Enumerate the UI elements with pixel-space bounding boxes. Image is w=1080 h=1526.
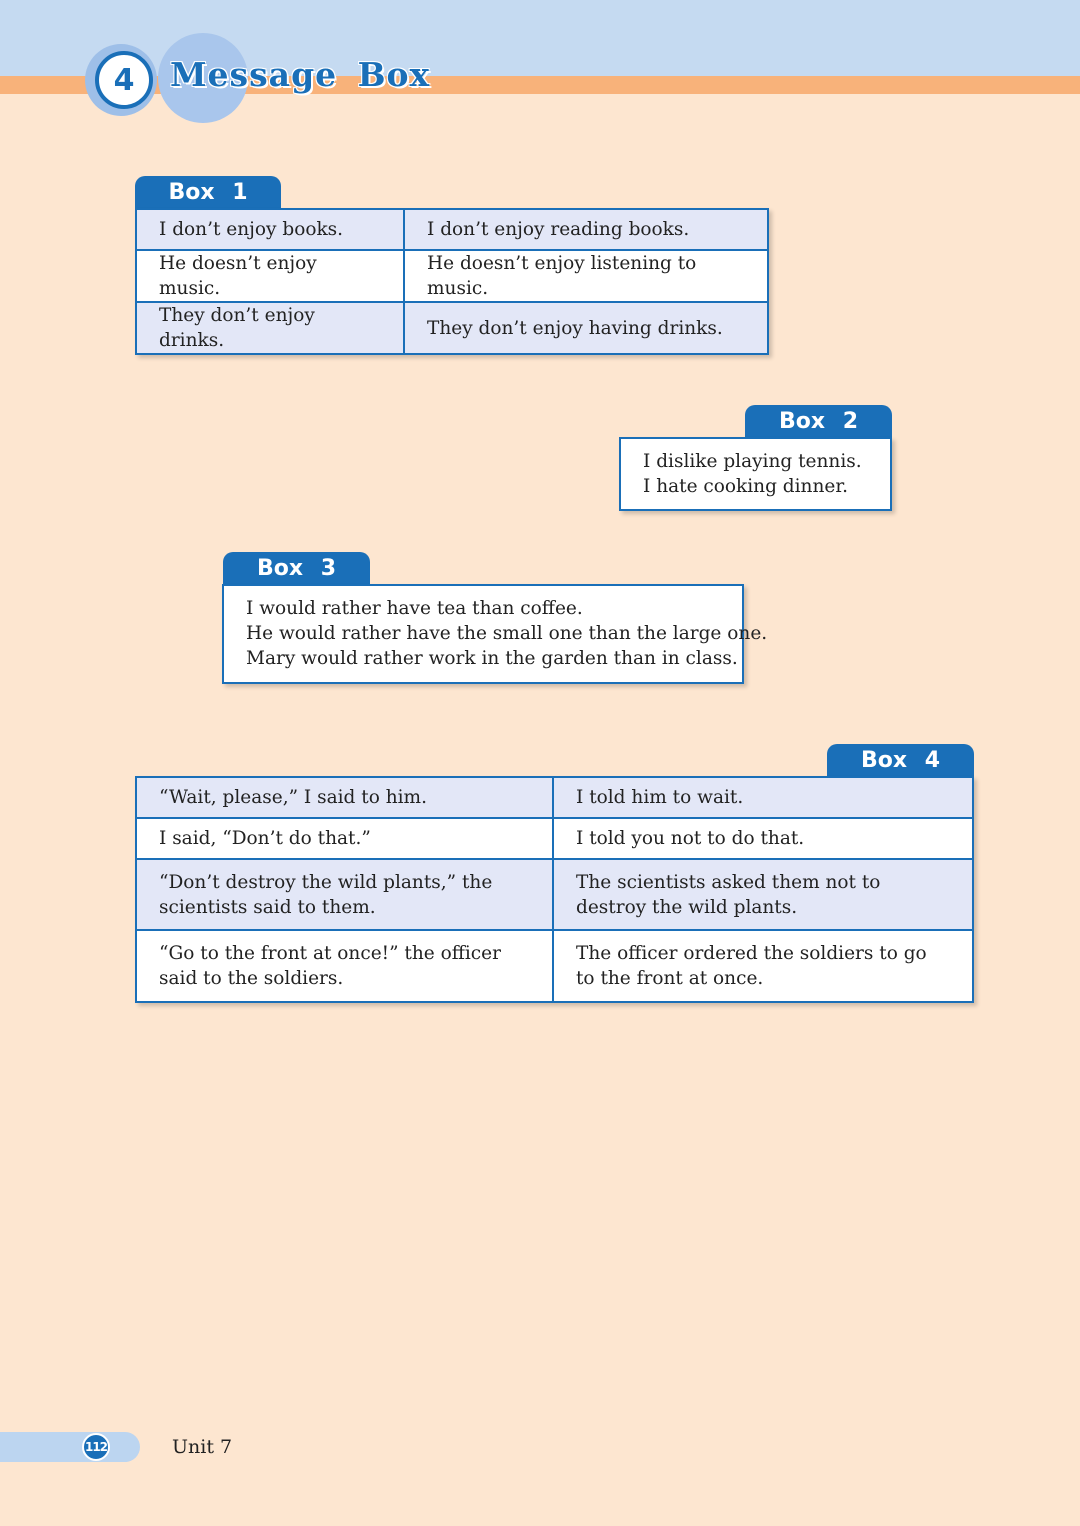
table-cell: The scientists asked them not to destroy the wild plants.: [553, 859, 973, 930]
box2-line: I dislike playing tennis.: [643, 451, 862, 472]
table-row: [136, 930, 973, 1002]
table-cell: The officer ordered the soldiers to go to the front at once.: [553, 930, 973, 1002]
table-cell: I said, “Don’t do that.”: [136, 818, 553, 859]
table-cell: They don’t enjoy drinks.: [136, 302, 404, 354]
box3-line: He would rather have the small one than the large one.: [246, 623, 768, 644]
box4-table: [135, 776, 974, 1003]
box3-tab: Box 3: [223, 552, 370, 585]
table-row: [136, 302, 768, 354]
table-row: [136, 859, 973, 930]
box3-line: Mary would rather work in the garden than in class.: [246, 648, 738, 669]
table-cell: “Don’t destroy the wild plants,” the scientists said to them.: [136, 859, 553, 930]
table-row: [136, 250, 768, 302]
box1-table: [135, 208, 769, 355]
table-cell: I don’t enjoy reading books.: [404, 209, 768, 250]
box3-content: [222, 584, 768, 684]
box2-content: [619, 437, 892, 511]
page-number: 112: [82, 1433, 110, 1461]
footer-bar: [0, 1432, 140, 1462]
table-cell: They don’t enjoy having drinks.: [404, 302, 768, 354]
section-number: 4: [95, 51, 153, 109]
table-cell: I told him to wait.: [553, 777, 973, 818]
table-cell: He doesn’t enjoy music.: [136, 250, 404, 302]
table-cell: “Wait, please,” I said to him.: [136, 777, 553, 818]
table-cell: “Go to the front at once!” the officer said to the soldiers.: [136, 930, 553, 1002]
box2-tab: Box 2: [745, 405, 892, 438]
page-title: Message Box: [170, 55, 431, 94]
box1-tab: Box 1: [135, 176, 281, 209]
table-row: [136, 777, 973, 818]
table-row: [136, 818, 973, 859]
box4-tab: Box 4: [827, 744, 974, 777]
table-row: [136, 209, 768, 250]
table-cell: I don’t enjoy books.: [136, 209, 404, 250]
table-cell: I told you not to do that.: [553, 818, 973, 859]
unit-label: Unit 7: [172, 1436, 233, 1458]
box3-line: I would rather have tea than coffee.: [246, 598, 583, 619]
table-cell: He doesn’t enjoy listening to music.: [404, 250, 768, 302]
box2-line: I hate cooking dinner.: [643, 476, 849, 497]
